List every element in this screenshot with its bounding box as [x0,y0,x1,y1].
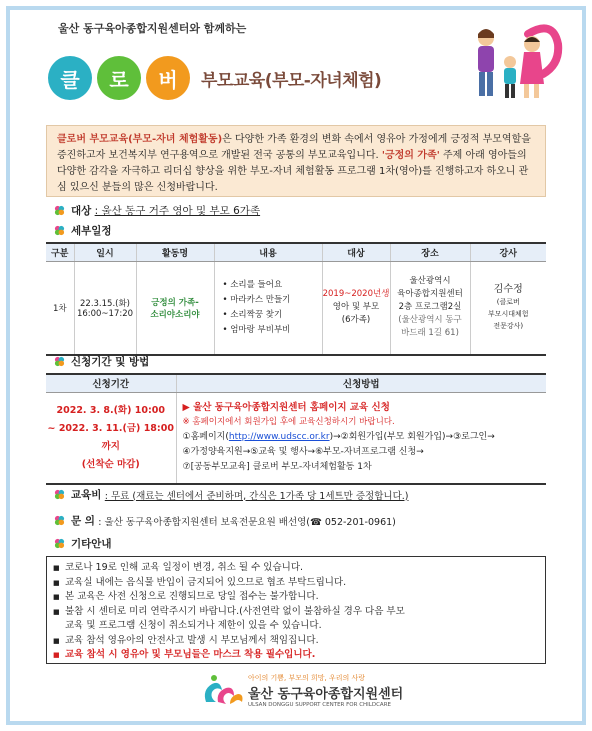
list-item: 교육 및 프로그램 신청이 취소되거나 제한이 있을 수 있습니다. [65,620,322,631]
schedule-heading: 세부일정 [71,225,112,237]
intro-text-2: 주제 아래 영아들의 다양한 감각을 자극하고 리더십 향상을 위한 부모-자녀 체험활동 프로그램 1차(영아)를 진행하고자 하오니 관심 있으신 분들의 많은 신청바랍니다. [57,150,529,193]
method-step-3: ⑦[공동부모교육] 클로버 부모-자녀체험활동 1차 [182,462,372,473]
method-cell [176,392,546,484]
place-line-5: 바드래 1길 61) [401,328,459,339]
method-step-1: ①홈페이지(http://www.udscc.or.kr)→②회원가입(부모 회원가입)→③로그인→ [182,432,495,443]
schedule-heading-row [54,223,112,238]
footer-text [248,673,403,708]
table-row [46,392,546,484]
clover-icon [54,205,65,216]
teacher-cell [470,261,546,355]
clover-icon [54,515,65,526]
center-logo-icon [200,672,244,708]
fee-value: : 무료 (재료는 센터에서 준비하며, 간식은 1가족 당 1세트만 증정합니다.) [104,490,409,502]
column-header: 내용 [214,243,322,261]
schedule-table [46,242,546,356]
column-header: 일시 [74,243,136,261]
contents-list [215,278,322,338]
apply-heading-row [54,354,149,369]
column-header: 활동명 [136,243,214,261]
title-circle-2: 로 [97,56,141,100]
schedule-header-row [46,243,546,261]
clover-icon [54,489,65,500]
footer-org: 울산 동구육아종합지원센터 [248,686,404,702]
intro-highlight-2: '긍정의 가족' [381,150,440,161]
list-item: ■ 교육실 내에는 음식물 반입이 금지되어 있으므로 협조 부탁드립니다. [65,576,537,591]
target-line-2: 영아 및 부모 [332,302,380,313]
time-text: 16:00~17:20 [76,308,134,319]
title-circle-3: 버 [146,56,190,100]
footer [200,672,403,708]
header-subtitle: 울산 동구육아종합지원센터와 함께하는 [58,22,247,35]
method-note: ※ 홈페이지에서 회원가입 후에 교육신청하시기 바랍니다. [182,417,395,428]
contents-cell [214,261,322,355]
activity-line-1: 긍정의 가족- [151,297,199,308]
target-label: 대상 [71,205,92,217]
place-cell [390,261,470,355]
place-line-4: (울산광역시 동구 [398,315,462,326]
target-row [54,203,260,218]
list-item: ■ 코로나 19로 인해 교육 일정이 변경, 취소 될 수 있습니다. [65,561,537,576]
clover-icon [54,538,65,549]
clover-icon [54,225,65,236]
list-item: ■ 교육 참석 시 영유아 및 부모님들은 마스크 착용 필수입니다. [65,648,537,663]
list-item: • 마라카스 만들기 [222,294,291,305]
method-step-2: ④가정양육지원→⑤교육 및 행사→⑥부모-자녀프로그램 신청→ [182,447,424,458]
title-circle-1: 클 [48,56,92,100]
notes-heading-row [54,536,112,551]
column-header: 강사 [470,243,546,261]
column-header: 대상 [322,243,390,261]
date-text: 22.3.15.(화) [80,298,130,309]
place-line-1: 울산광역시 [409,276,451,287]
apply-heading: 신청기간 및 방법 [71,356,150,368]
footer-tagline: 아이의 기쁨, 부모의 희망, 우리의 사랑 [248,673,366,682]
teacher-line-2: (클로버 [496,297,520,306]
period-line-3: (선착순 마감) [81,458,140,470]
period-line-1: 2022. 3. 8.(화) 10:00 [56,404,165,416]
footer-org-en: ULSAN DONGGU SUPPORT CENTER FOR CHILDCARE [248,701,391,708]
method-title: ▶ 울산 동구육아종합지원센터 홈페이지 교육 신청 [182,402,390,414]
intro-text-1: 은 다양한 가족 환경의 변화 속에서 영유아 가정에게 긍정적 부모역할을 증진하고자 보건복지부 연구용역으로 개발된 전국 공통의 부모교육입니다. [57,134,531,161]
column-header: 장소 [390,243,470,261]
period-line-2: ~ 2022. 3. 11.(금) 18:00까지 [47,422,174,452]
period-cell [46,392,176,484]
target-cell [322,261,390,355]
intro-highlight-1: 클로버 부모교육(부모-자녀 체험활동) [57,134,223,145]
contact-value: : 울산 동구육아종합지원센터 보육전문요원 배선영(☎ 052-201-0961) [98,516,396,528]
notes-box [46,556,546,664]
table-row [46,261,546,355]
list-item: ■ 본 교육은 사전 신청으로 진행되므로 당일 접수는 불가합니다. [65,590,537,605]
list-item: • 엄마랑 부비부비 [222,324,291,335]
contact-row [54,513,396,528]
contact-label: 문 의 [71,515,95,527]
list-item: • 소리짝꿍 찾기 [222,309,283,320]
title-row [48,56,381,100]
apply-table [46,373,546,485]
target-line-1: 2019~2020년생 [322,289,390,300]
apply-header-row [46,374,546,392]
list-item: ■ 교육 참석 영유아의 안전사고 발생 시 부모님께서 책임집니다. [65,634,537,649]
family-illustration-icon [458,24,568,106]
activity-line-2: 소리야소리야 [150,309,200,320]
page-title: 부모교육(부모-자녀체험) [201,70,382,91]
round-cell: 1차 [46,261,74,355]
place-line-2: 육아종합지원센터 [397,289,463,300]
list-item: ■ 불참 시 센터로 미리 연락주시기 바랍니다.(사전연락 없이 불참하실 경우 다음 부모 [65,605,537,620]
column-header: 구분 [46,243,74,261]
fee-row [54,487,408,502]
target-value: : 울산 동구 거주 영아 및 부모 6가족 [94,205,261,217]
clover-icon [54,356,65,367]
activity-cell [136,261,214,355]
date-cell [74,261,136,355]
teacher-line-4: 전문강사) [493,321,524,330]
column-header: 신청방법 [176,374,546,392]
homepage-link[interactable]: http://www.udscc.or.kr [228,432,330,443]
place-line-3: 2층 프로그램2실 [398,302,462,313]
teacher-line-3: 부모시대체험 [487,309,529,318]
list-item: • 소리를 들어요 [222,279,283,290]
target-line-3: (6가족) [341,315,371,326]
notes-heading: 기타안내 [71,538,112,550]
column-header: 신청기간 [46,374,176,392]
fee-label: 교육비 [71,489,102,501]
teacher-name: 김수정 [493,283,523,295]
intro-box [46,125,546,197]
